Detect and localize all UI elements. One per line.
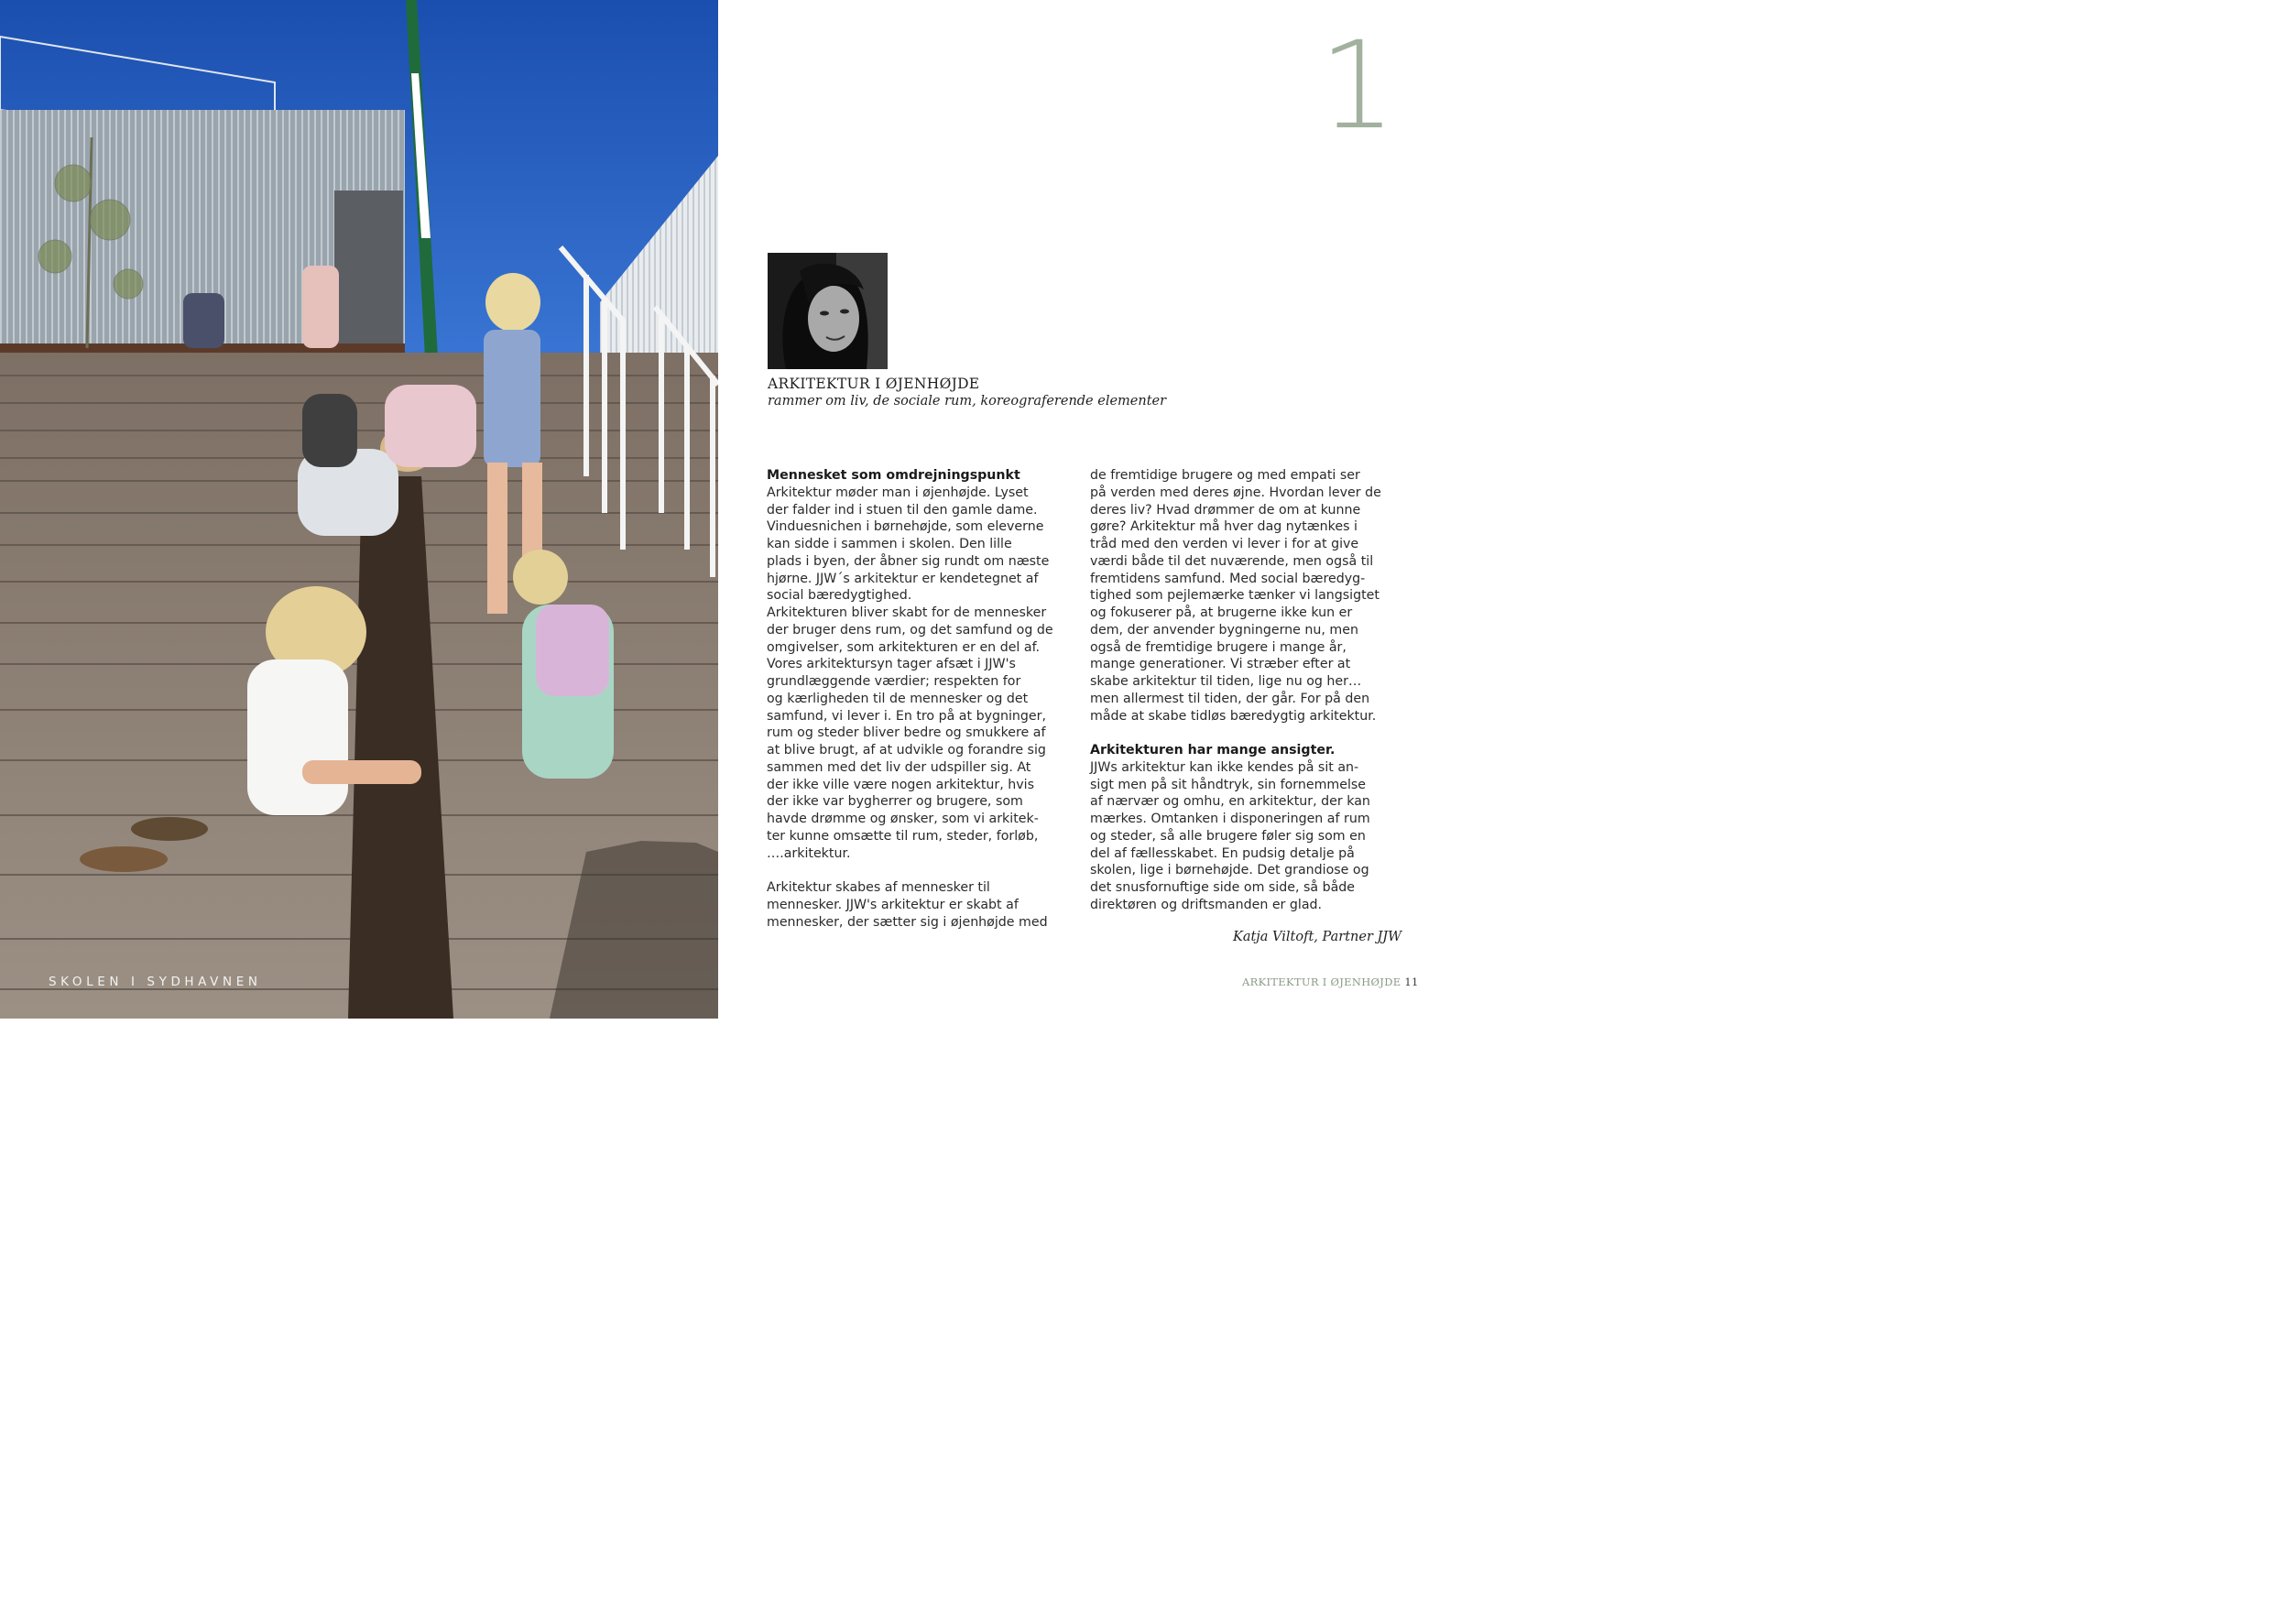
- page-number: 11: [1404, 975, 1419, 988]
- paragraph-line: sammen med det liv der udspiller sig. At: [767, 759, 1031, 775]
- text-column-1: [767, 467, 1069, 931]
- paragraph-line: mærkes. Omtanken i disponeringen af rum: [1090, 812, 1370, 826]
- running-title: ARKITEKTUR I ØJENHØJDE: [1242, 975, 1401, 988]
- paragraph-line: måde at skabe tidløs bæredygtig arkitektur.: [1090, 708, 1377, 724]
- section-heading: Arkitekturen har mange ansigter.: [1090, 743, 1336, 758]
- paragraph-line: Vinduesnichen i børnehøjde, som eleverne: [767, 519, 1044, 535]
- paragraph-line: havde drømme og ønsker, som vi arkitek-: [767, 812, 1039, 826]
- chapter-number: 1: [1319, 16, 1396, 157]
- paragraph-line: skabe arkitektur til tiden, lige nu og her…: [1090, 674, 1362, 689]
- paragraph-line: og fokuserer på, at brugerne ikke kun er: [1090, 605, 1353, 620]
- paragraph-line: direktøren og driftsmanden er glad.: [1090, 897, 1323, 912]
- paragraph-line: på verden med deres øjne. Hvordan lever de: [1090, 485, 1381, 500]
- paragraph-line: der bruger dens rum, og det samfund og de: [767, 622, 1053, 638]
- paragraph-line: gøre? Arkitektur må hver dag nytænkes i: [1090, 519, 1358, 535]
- paragraph-line: men allermest til tiden, der går. For på den: [1090, 691, 1370, 706]
- paragraph-line: hjørne. JJW´s arkitektur er kendetegnet af: [767, 571, 1039, 586]
- paragraph-line: grundlæggende værdier; respekten for: [767, 674, 1021, 689]
- paragraph-line: der ikke var bygherrer og brugere, som: [767, 794, 1023, 810]
- paragraph-line: sigt men på sit håndtryk, sin fornemmelse: [1090, 777, 1367, 792]
- paragraph-line: også de fremtidige brugere i mange år,: [1090, 639, 1347, 655]
- paragraph-line: at blive brugt, af at udvikle og forandre sig: [767, 743, 1046, 758]
- paragraph-line: Vores arkitektursyn tager afsæt i JJW's: [767, 657, 1016, 672]
- paragraph-line: skolen, lige i børnehøjde. Det grandiose og: [1090, 863, 1369, 878]
- paragraph-line: samfund, vi lever i. En tro på at bygninger,: [767, 708, 1046, 724]
- paragraph-line: mennesker. JJW's arkitektur er skabt af: [767, 897, 1019, 912]
- paragraph-line: af nærvær og omhu, en arkitektur, der kan: [1090, 794, 1370, 810]
- paragraph-line: der falder ind i stuen til den gamle dame.: [767, 502, 1038, 518]
- text-column-2: [1090, 467, 1392, 914]
- right-footer: [1242, 975, 1419, 988]
- paragraph-line: Arkitektur møder man i øjenhøjde. Lyset: [767, 485, 1029, 500]
- paragraph-line: de fremtidige brugere og med empati ser: [1090, 468, 1360, 483]
- children-on-steps-photo: [0, 0, 718, 1019]
- paragraph-line: værdi både til det nuværende, men også til: [1090, 553, 1374, 569]
- paragraph-line: og steder, så alle brugere føler sig som en: [1090, 828, 1366, 844]
- paragraph-line: dem, der anvender bygningerne nu, men: [1090, 622, 1358, 638]
- paragraph-line: JJWs arkitektur kan ikke kendes på sit an-: [1090, 759, 1359, 775]
- paragraph-line: Arkitekturen bliver skabt for de mennesker: [767, 605, 1047, 620]
- paragraph-line: deres liv? Hvad drømmer de om at kunne: [1090, 502, 1361, 518]
- paragraph-line: der ikke ville være nogen arkitektur, hvis: [767, 777, 1034, 792]
- paragraph-line: tråd med den verden vi lever i for at give: [1090, 537, 1359, 551]
- paragraph-line: fremtidens samfund. Med social bæredyg-: [1090, 571, 1366, 586]
- paragraph-line: plads i byen, der åbner sig rundt om næste: [767, 553, 1050, 569]
- paragraph-line: og kærligheden til de mennesker og det: [767, 691, 1029, 706]
- paragraph-line: ….arkitektur.: [767, 845, 851, 861]
- paragraph-line: social bæredygtighed.: [767, 588, 912, 604]
- woman-portrait-photo: [768, 253, 888, 369]
- paragraph-line: mange generationer. Vi stræber efter at: [1090, 657, 1351, 672]
- paragraph-line: ter kunne omsætte til rum, steder, forløb,: [767, 828, 1039, 844]
- paragraph-line: omgivelser, som arkitekturen er en del af.: [767, 639, 1041, 655]
- paragraph-line: kan sidde i sammen i skolen. Den lille: [767, 537, 1012, 551]
- page-subtitle: rammer om liv, de sociale rum, koreograferende elementer: [768, 394, 1167, 409]
- paragraph-line: mennesker, der sætter sig i øjenhøjde med: [767, 914, 1048, 930]
- left-footer: SKOLEN I SYDHAVNEN: [49, 975, 262, 989]
- paragraph-line: tighed som pejlemærke tænker vi langsigtet: [1090, 588, 1379, 604]
- paragraph-line: Arkitektur skabes af mennesker til: [767, 880, 990, 895]
- paragraph-line: rum og steder bliver bedre og smukkere af: [767, 725, 1046, 741]
- page-title: ARKITEKTUR I ØJENHØJDE: [768, 376, 980, 392]
- paragraph-line: del af fællesskabet. En pudsig detalje på: [1090, 845, 1355, 861]
- paragraph-line: det snusfornuftige side om side, så både: [1090, 880, 1356, 895]
- section-heading: Mennesket som omdrejningspunkt: [767, 468, 1020, 483]
- author-signature: Katja Viltoft, Partner JJW: [1233, 930, 1402, 944]
